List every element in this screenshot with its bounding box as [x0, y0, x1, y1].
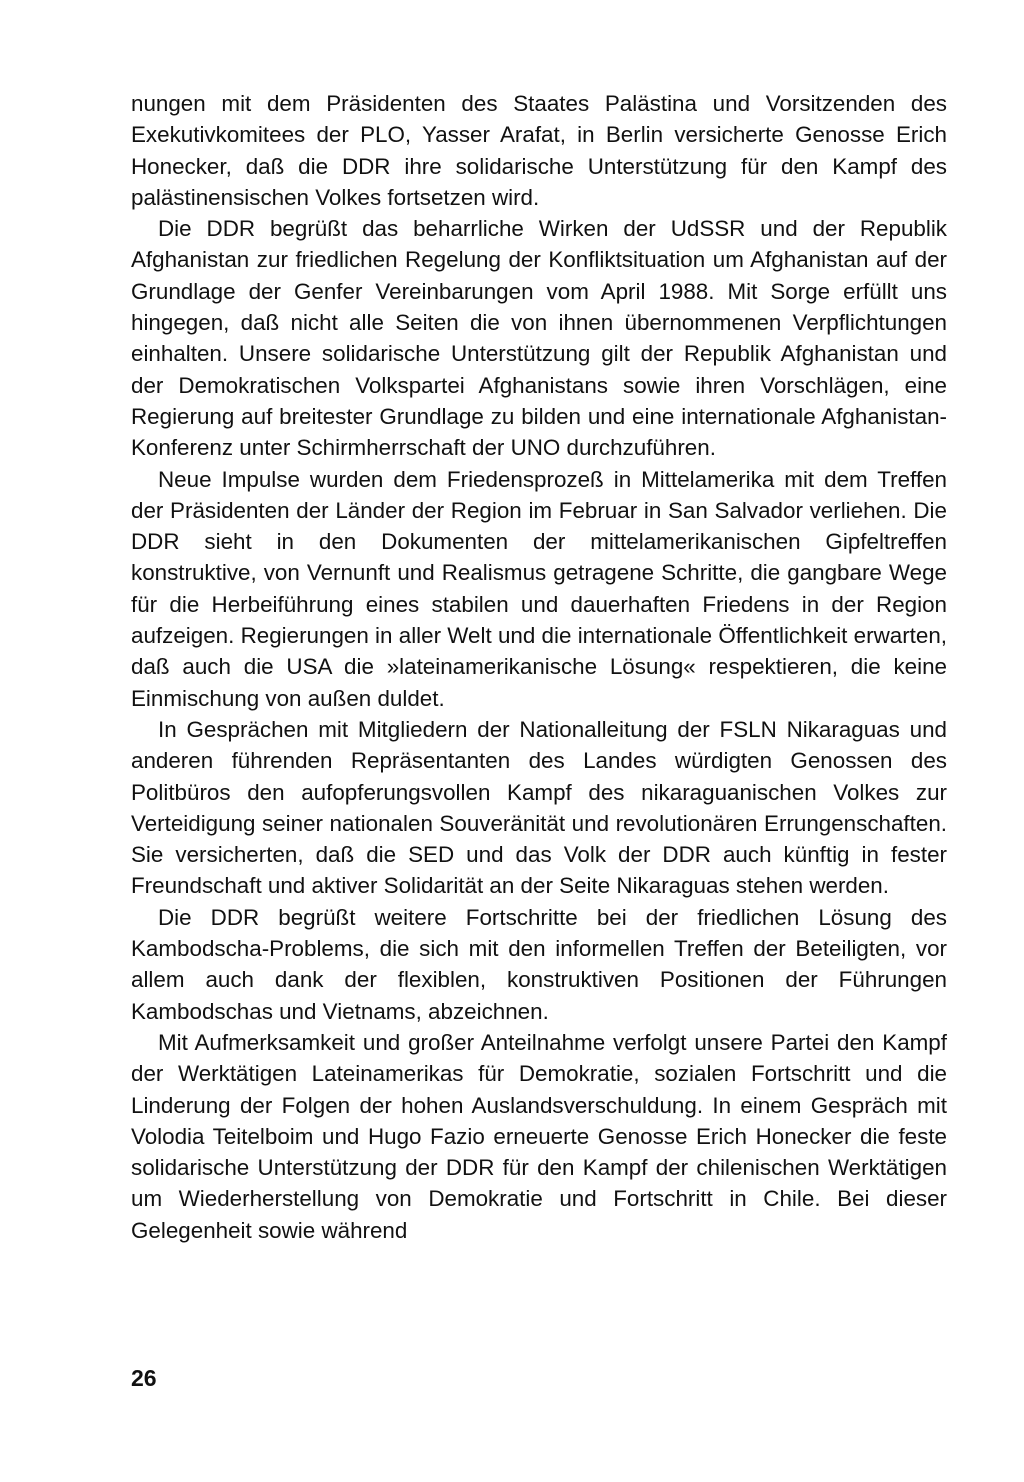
paragraph-central-america: Neue Impulse wurden dem Friedensprozeß in Mittelamerika mit dem Treffen der Präsidenten der Länder der Region im Februar in San Salvador verliehen. Die DDR sieht in den Dokumenten der mittelamerikanischen Gipfeltreffen konstruktive, von Vernunft und Realismus getragene Schritte, die gangbare Wege für die Herbeiführung eines stabilen und dauerhaften Friedens in der Region aufzeigen. Regierungen in aller Welt und die internationale Öffentlichkeit erwarten, daß auch die USA die »lateinamerikanische Lösung« respektieren, die keine Einmischung von außen duldet.	[131, 466, 947, 711]
paragraph-afghanistan: Die DDR begrüßt das beharrliche Wirken der UdSSR und der Republik Afghanistan zur friedlichen Regelung der Konfliktsituation um Afghanistan auf der Grundlage der Genfer Vereinbarungen vom April 1988. Mit Sorge erfüllt uns hingegen, daß nicht alle Seiten die von ihnen übernommenen Verpflichtungen einhalten. Unsere solidarische Unterstützung gilt der Republik Afghanistan und der Demokratischen Volkspartei Afghanistans sowie ihren Vorschlägen, eine Regierung auf breitester Grundlage zu bilden und eine internationale Afghanistan-Konferenz unter Schirmherrschaft der UNO durchzuführen.	[131, 216, 947, 461]
page-number: 26	[131, 1365, 157, 1391]
paragraph-cambodia: Die DDR begrüßt weitere Fortschritte bei der friedlichen Lösung des Kambodscha-Problems, die sich mit den informellen Treffen der Beteiligten, vor allem auch dank der flexiblen, konstruktiven Positionen der Führungen Kambodschas und Vietnams, abzeichnen.	[131, 904, 947, 1024]
body-text	[131, 88, 947, 1246]
paragraph-nicaragua: In Gesprächen mit Mitgliedern der Nationalleitung der FSLN Nikaraguas und anderen führenden Repräsentanten des Landes würdigten Genossen des Politbüros den aufopferungsvollen Kampf des nikaraguanischen Volkes zur Verteidigung seiner nationalen Souveränität und revolutionären Errungenschaften. Sie versicherten, daß die SED und das Volk der DDR auch künftig in fester Freundschaft und aktiver Solidarität an der Seite Nikaraguas stehen werden.	[131, 716, 947, 899]
paragraph-plo-continuation: nungen mit dem Präsidenten des Staates Palästina und Vorsitzenden des Exekutivkomitees der PLO, Yasser Arafat, in Berlin versicherte Genosse Erich Honecker, daß die DDR ihre solidarische Unterstützung für den Kampf des palästinensischen Volkes fortsetzen wird.	[131, 91, 947, 210]
paragraph-latin-america: Mit Aufmerksamkeit und großer Anteilnahme verfolgt unsere Partei den Kampf der Werktätigen Lateinamerikas für Demokratie, sozialen Fortschritt und die Linderung der Folgen der hohen Auslandsverschuldung. In einem Gespräch mit Volodia Teitelboim und Hugo Fazio erneuerte Genosse Erich Honecker die feste solidarische Unterstützung der DDR für den Kampf der chilenischen Werktätigen um Wiederherstellung von Demokratie und Fortschritt in Chile. Bei dieser Gelegenheit sowie während	[131, 1029, 947, 1243]
